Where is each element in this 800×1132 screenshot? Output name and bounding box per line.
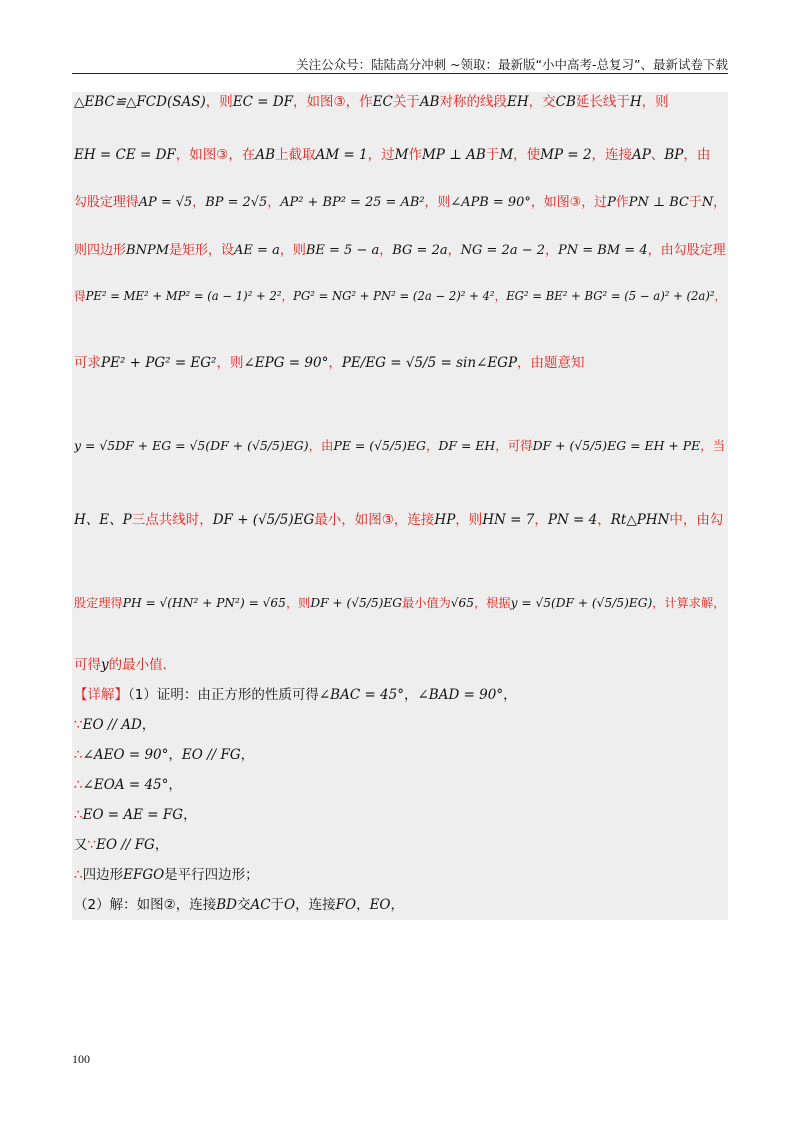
text-run: ， — [494, 289, 507, 303]
solution-line — [74, 745, 726, 765]
math-expression: AB — [255, 147, 276, 163]
math-expression: EC = DF — [232, 94, 294, 110]
text-run: 是平行四边形； — [164, 867, 259, 883]
text-run: ，过 — [367, 147, 395, 163]
text-run: 关于 — [392, 94, 420, 110]
text-run: ，可得 — [495, 438, 533, 453]
text-run: ，由 — [308, 438, 334, 453]
analysis-line — [74, 593, 726, 613]
text-run: ，则 — [285, 596, 311, 610]
text-run: 是矩形，设 — [169, 243, 235, 258]
analysis-line — [74, 353, 726, 373]
math-expression: PN = 4 — [547, 512, 598, 528]
math-expression: HP — [434, 512, 456, 528]
math-expression: H、E、P — [74, 512, 132, 528]
text-run: ∴ — [74, 777, 83, 793]
math-expression: PN = BM = 4 — [558, 243, 648, 258]
math-expression: EO — [369, 897, 391, 913]
text-run: ， — [192, 195, 206, 210]
text-run: 于 — [485, 147, 500, 163]
text-run: ， — [356, 897, 370, 913]
text-run: 交 — [236, 897, 251, 913]
solution-line — [74, 775, 726, 795]
math-expression: y — [101, 657, 109, 673]
solution-line — [74, 685, 726, 705]
text-run: 于 — [270, 897, 285, 913]
math-expression: ∠AEO = 90° — [82, 747, 169, 763]
text-run: ， — [379, 243, 393, 258]
text-run: ， — [390, 897, 404, 913]
math-expression: NG = 2a − 2 — [460, 243, 545, 258]
text-run: ∴ — [74, 867, 83, 883]
math-expression: PN ⊥ BC — [628, 195, 689, 210]
text-run: ， — [713, 195, 726, 210]
page-header: 关注公众号：陆陆高分冲刺 ~领取：最新版“小中高考-总复习”、最新试卷下载 — [296, 57, 728, 72]
text-run: （2）解：如图②，连接 — [74, 897, 217, 913]
math-expression: EO // FG — [96, 837, 155, 853]
text-run: 最小值为 — [402, 596, 451, 610]
math-expression: DF + (√5/5)EG — [212, 512, 315, 528]
math-expression: BP = 2√5 — [205, 195, 268, 210]
text-run: ， — [183, 807, 197, 823]
text-run: 的最小值． — [108, 657, 177, 673]
math-expression: △EBC≌△FCD(SAS) — [74, 94, 206, 110]
math-expression: ∠BAC = 45° — [318, 687, 404, 703]
math-expression: EH — [506, 94, 529, 110]
text-run: ∴ — [74, 807, 83, 823]
solution-line — [74, 865, 726, 885]
math-expression: Rt△PHN — [610, 512, 670, 528]
text-run: ，根据 — [474, 596, 511, 610]
math-expression: PE/EG = √5/5 = sin∠EGP — [341, 355, 518, 371]
math-expression: BNPM — [126, 243, 170, 258]
math-expression: √65 — [450, 596, 475, 610]
header-rule — [72, 73, 728, 74]
text-run: ∴ — [74, 747, 83, 763]
text-run: （1）证明：由正方形的性质可得 — [128, 687, 319, 703]
text-run: 【详解】 — [74, 687, 128, 703]
text-run: ，如图③，过 — [530, 195, 608, 210]
text-run: ， — [168, 747, 182, 763]
text-run: ， — [403, 687, 418, 703]
text-run: ，如图③，作 — [293, 94, 373, 110]
math-expression: AP² + BP² = 25 = AB² — [280, 195, 425, 210]
analysis-line — [74, 145, 726, 165]
text-run: ，连接 — [591, 147, 633, 163]
analysis-line — [74, 193, 726, 213]
analysis-line — [74, 286, 726, 306]
text-run: ，如图③，在 — [175, 147, 256, 163]
text-run: ，则 — [216, 355, 244, 371]
math-expression: BG = 2a — [392, 243, 448, 258]
text-run: 最小，如图③，连接 — [314, 512, 435, 528]
analysis-line — [74, 510, 726, 530]
analysis-line — [74, 241, 726, 261]
analysis-line — [74, 655, 726, 675]
solution-line — [74, 835, 726, 855]
text-run: 又 — [74, 837, 88, 853]
text-run: ， — [534, 512, 548, 528]
math-expression: P — [607, 195, 616, 210]
text-run: ，则 — [455, 512, 483, 528]
text-run: 则四边形 — [74, 243, 127, 258]
math-expression: DF + (√5/5)EG — [310, 596, 403, 610]
text-run: ， — [545, 243, 559, 258]
text-run: ， — [168, 777, 182, 793]
text-run: ，连接 — [295, 897, 336, 913]
text-run: 作 — [408, 147, 422, 163]
math-expression: y = √5(DF + (√5/5)EG) — [510, 596, 653, 610]
text-run: ，则 — [279, 243, 306, 258]
text-run: ， — [141, 717, 156, 733]
text-run: ， — [154, 837, 169, 853]
math-expression: ∠APB = 90° — [450, 195, 531, 210]
text-run: ， — [597, 512, 611, 528]
math-expression: EG² = BE² + BG² = (5 − a)² + (2a)² — [506, 289, 715, 303]
math-expression: MP = 2 — [540, 147, 592, 163]
math-expression: AP = √5 — [138, 195, 193, 210]
math-expression: AE = a — [234, 243, 280, 258]
text-run: ， — [328, 355, 342, 371]
math-expression: AC — [250, 897, 271, 913]
math-expression: FO — [335, 897, 357, 913]
math-expression: ∠EPG = 90° — [243, 355, 329, 371]
text-run: ，由勾股定理 — [647, 243, 726, 258]
text-run: ， — [714, 289, 726, 303]
math-expression: BP — [664, 147, 684, 163]
text-run: ，使 — [513, 147, 541, 163]
math-expression: y = √5DF + EG = √5(DF + (√5/5)EG) — [74, 438, 309, 453]
solution-line — [74, 715, 726, 735]
math-expression: ∠BAD = 90° — [417, 687, 504, 703]
math-expression: CB — [555, 94, 576, 110]
math-expression: PE² = ME² + MP² = (a − 1)² + 2² — [85, 289, 282, 303]
math-expression: EO // AD — [82, 717, 142, 733]
math-expression: PE = (√5/5)EG — [333, 438, 426, 453]
text-run: ， — [281, 289, 294, 303]
page-number: 100 — [72, 1052, 90, 1066]
analysis-line — [74, 92, 726, 112]
text-run: ，交 — [528, 94, 556, 110]
text-run: ，则 — [205, 94, 233, 110]
math-expression: HN = 7 — [482, 512, 535, 528]
text-run: ，则 — [424, 195, 451, 210]
text-run: 对称的线段 — [439, 94, 507, 110]
text-run: ， — [425, 438, 439, 453]
math-expression: EC — [372, 94, 393, 110]
math-expression: EFGO — [123, 867, 165, 883]
text-run: 得 — [74, 289, 86, 303]
solution-content-area — [72, 92, 728, 920]
text-run: ，当 — [700, 438, 726, 453]
text-run: ，则 — [641, 94, 669, 110]
text-run: ∵ — [87, 837, 97, 853]
text-run: 于 — [688, 195, 702, 210]
text-run: 可得 — [74, 657, 101, 673]
math-expression: N — [701, 195, 714, 210]
text-run: 勾股定理得 — [74, 195, 139, 210]
math-expression: BD — [216, 897, 237, 913]
math-expression: PG² = NG² + PN² = (2a − 2)² + 4² — [293, 289, 495, 303]
math-expression: AB — [419, 94, 440, 110]
math-expression: AP — [632, 147, 651, 163]
text-run: 上截取 — [275, 147, 316, 163]
math-expression: EO // FG — [181, 747, 241, 763]
math-expression: M — [499, 147, 514, 163]
solution-line — [74, 805, 726, 825]
math-expression: PH = √(HN² + PN²) = √65 — [122, 596, 286, 610]
math-expression: DF = EH — [438, 438, 496, 453]
text-run: ，计算求解， — [652, 596, 726, 610]
text-run: ， — [267, 195, 281, 210]
text-run: ，由题意知 — [517, 355, 585, 371]
analysis-line — [74, 436, 726, 456]
text-run: 作 — [615, 195, 629, 210]
math-expression: H — [629, 94, 642, 110]
math-expression: EH = CE = DF — [74, 147, 176, 163]
text-run: ， — [503, 687, 517, 703]
math-expression: PE² + PG² = EG² — [101, 355, 217, 371]
text-run: 、 — [650, 147, 665, 163]
text-run: 延长线于 — [575, 94, 630, 110]
text-run: 可求 — [74, 355, 101, 371]
text-run: 三点共线时， — [131, 512, 213, 528]
text-run: 股定理得 — [74, 596, 123, 610]
text-run: 中，由勾 — [669, 512, 724, 528]
math-expression: MP ⊥ AB — [421, 147, 486, 163]
math-expression: AM = 1 — [315, 147, 368, 163]
math-expression: DF + (√5/5)EG = EH + PE — [532, 438, 701, 453]
text-run: ， — [447, 243, 461, 258]
text-run: ， — [240, 747, 255, 763]
text-run: 四边形 — [82, 867, 124, 883]
text-run: ∵ — [74, 717, 83, 733]
solution-line — [74, 895, 726, 915]
math-expression: EO = AE = FG — [82, 807, 184, 823]
math-expression: BE = 5 − a — [305, 243, 380, 258]
math-expression: O — [284, 897, 296, 913]
math-expression: ∠EOA = 45° — [82, 777, 169, 793]
text-run: ，由 — [683, 147, 711, 163]
math-expression: M — [394, 147, 409, 163]
